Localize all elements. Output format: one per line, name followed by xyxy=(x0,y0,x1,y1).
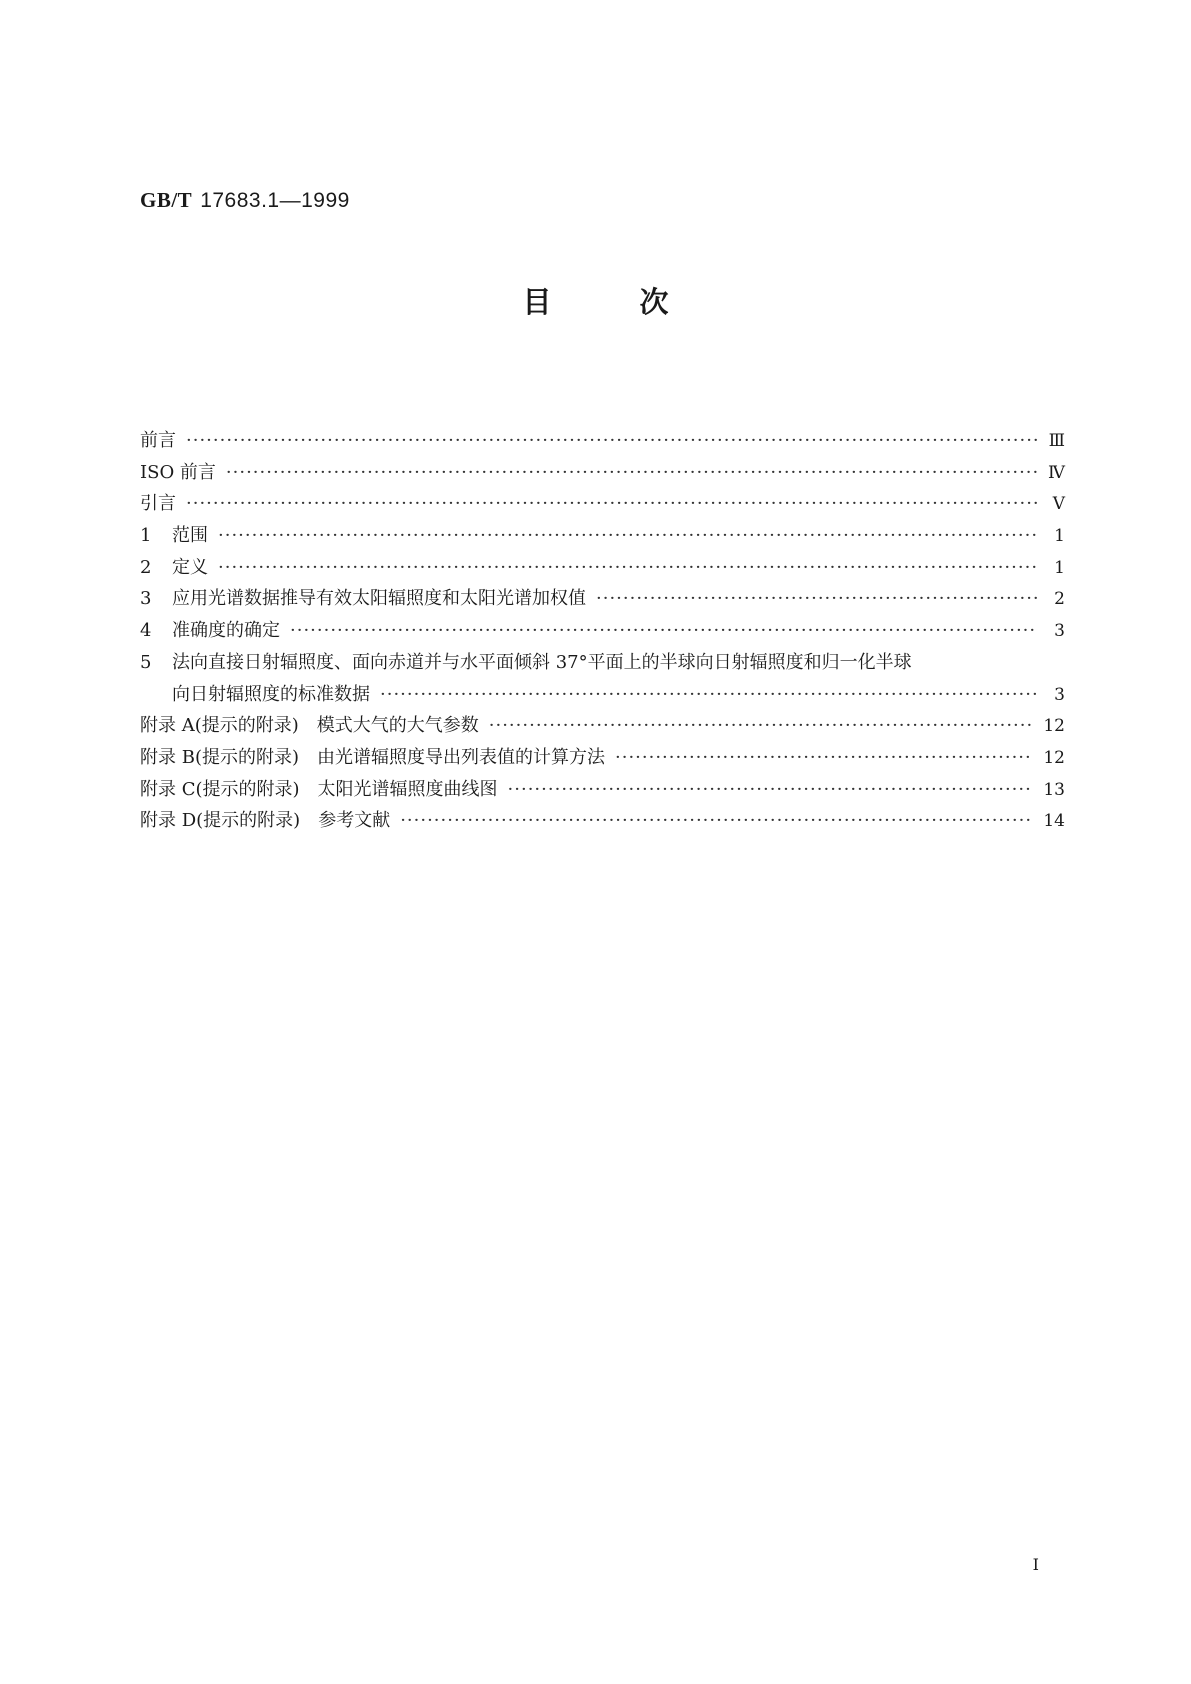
toc-entry-label: 附录 B(提示的附录) 由光谱辐照度导出列表值的计算方法 xyxy=(140,746,605,768)
toc-entry-page: 12 xyxy=(1043,747,1065,768)
toc-leader-dots xyxy=(218,552,1037,584)
toc-entry-page: 13 xyxy=(1043,779,1065,800)
toc-entry-label-continued: 向日射辐照度的标准数据 xyxy=(172,683,370,705)
toc-entry-number: 3 xyxy=(140,588,152,610)
toc-entry-label: 前言 xyxy=(140,430,176,451)
toc-entry-annex-c[interactable] xyxy=(140,774,1065,806)
toc-entry-number: 5 xyxy=(140,651,152,673)
toc-entry-number: 4 xyxy=(140,620,152,642)
toc-entry-page: 14 xyxy=(1043,811,1065,832)
toc-entry-page: Ⅲ xyxy=(1048,431,1065,451)
toc-leader-dots xyxy=(226,457,1037,489)
page-title xyxy=(0,280,1191,321)
toc-leader-dots xyxy=(615,742,1033,774)
toc-leader-dots xyxy=(489,710,1034,742)
toc-entry-page: Ⅳ xyxy=(1048,462,1065,483)
toc-entry-label: 法向直接日射辐照度、面向赤道并与水平面倾斜 37°平面上的半球向日射辐照度和归一化半球 xyxy=(172,651,912,673)
toc-entry-iso-foreword[interactable] xyxy=(140,457,1065,489)
toc-entry-section-2[interactable] xyxy=(140,552,1065,584)
toc-entry-label: 范围 xyxy=(172,525,208,547)
toc-entry-annex-a[interactable] xyxy=(140,710,1065,742)
toc-entry-label: ISO 前言 xyxy=(140,461,216,483)
standard-prefix: GB/T xyxy=(140,188,193,212)
toc-entry-label: 附录 C(提示的附录) 太阳光谱辐照度曲线图 xyxy=(140,778,498,800)
toc-entry-section-5-continued[interactable] xyxy=(140,679,1065,711)
standard-number: 17683.1—1999 xyxy=(200,189,350,212)
toc-entry-number: 1 xyxy=(140,525,152,547)
toc-entry-label: 应用光谱数据推导有效太阳辐照度和太阳光谱加权值 xyxy=(172,588,586,610)
table-of-contents xyxy=(140,425,1065,837)
toc-entry-number: 2 xyxy=(140,556,152,578)
toc-leader-dots xyxy=(508,774,1034,806)
toc-entry-section-3[interactable] xyxy=(140,583,1065,615)
toc-entry-label: 准确度的确定 xyxy=(172,620,280,642)
toc-leader-dots xyxy=(290,615,1037,647)
toc-entry-label: 附录 D(提示的附录) 参考文献 xyxy=(140,810,391,832)
toc-leader-dots xyxy=(400,805,1033,837)
toc-entry-annex-d[interactable] xyxy=(140,805,1065,837)
standard-code xyxy=(140,188,350,213)
toc-entry-page: 2 xyxy=(1054,589,1065,610)
toc-entry-page: 1 xyxy=(1054,557,1065,578)
toc-leader-dots xyxy=(596,583,1037,615)
toc-entry-section-4[interactable] xyxy=(140,615,1065,647)
toc-entry-section-5[interactable] xyxy=(140,647,1065,679)
toc-leader-dots xyxy=(380,679,1037,711)
toc-entry-label: 引言 xyxy=(140,493,176,515)
toc-entry-section-1[interactable] xyxy=(140,520,1065,552)
toc-leader-dots xyxy=(186,488,1037,520)
title-char-1: 目 xyxy=(522,285,552,319)
toc-leader-dots xyxy=(218,520,1037,552)
toc-entry-introduction[interactable] xyxy=(140,488,1065,520)
page-number: Ⅰ xyxy=(1032,1555,1039,1574)
toc-entry-page: 3 xyxy=(1054,684,1065,705)
toc-entry-label: 附录 A(提示的附录) 模式大气的大气参数 xyxy=(140,715,479,737)
toc-entry-foreword[interactable] xyxy=(140,425,1065,457)
title-char-2: 次 xyxy=(639,285,669,319)
toc-entry-label: 定义 xyxy=(172,556,208,578)
toc-entry-page: Ⅴ xyxy=(1052,494,1065,515)
toc-entry-annex-b[interactable] xyxy=(140,742,1065,774)
toc-entry-page: 1 xyxy=(1054,526,1065,547)
toc-entry-page: 12 xyxy=(1043,716,1065,737)
toc-entry-page: 3 xyxy=(1054,621,1065,642)
toc-leader-dots xyxy=(186,425,1037,457)
